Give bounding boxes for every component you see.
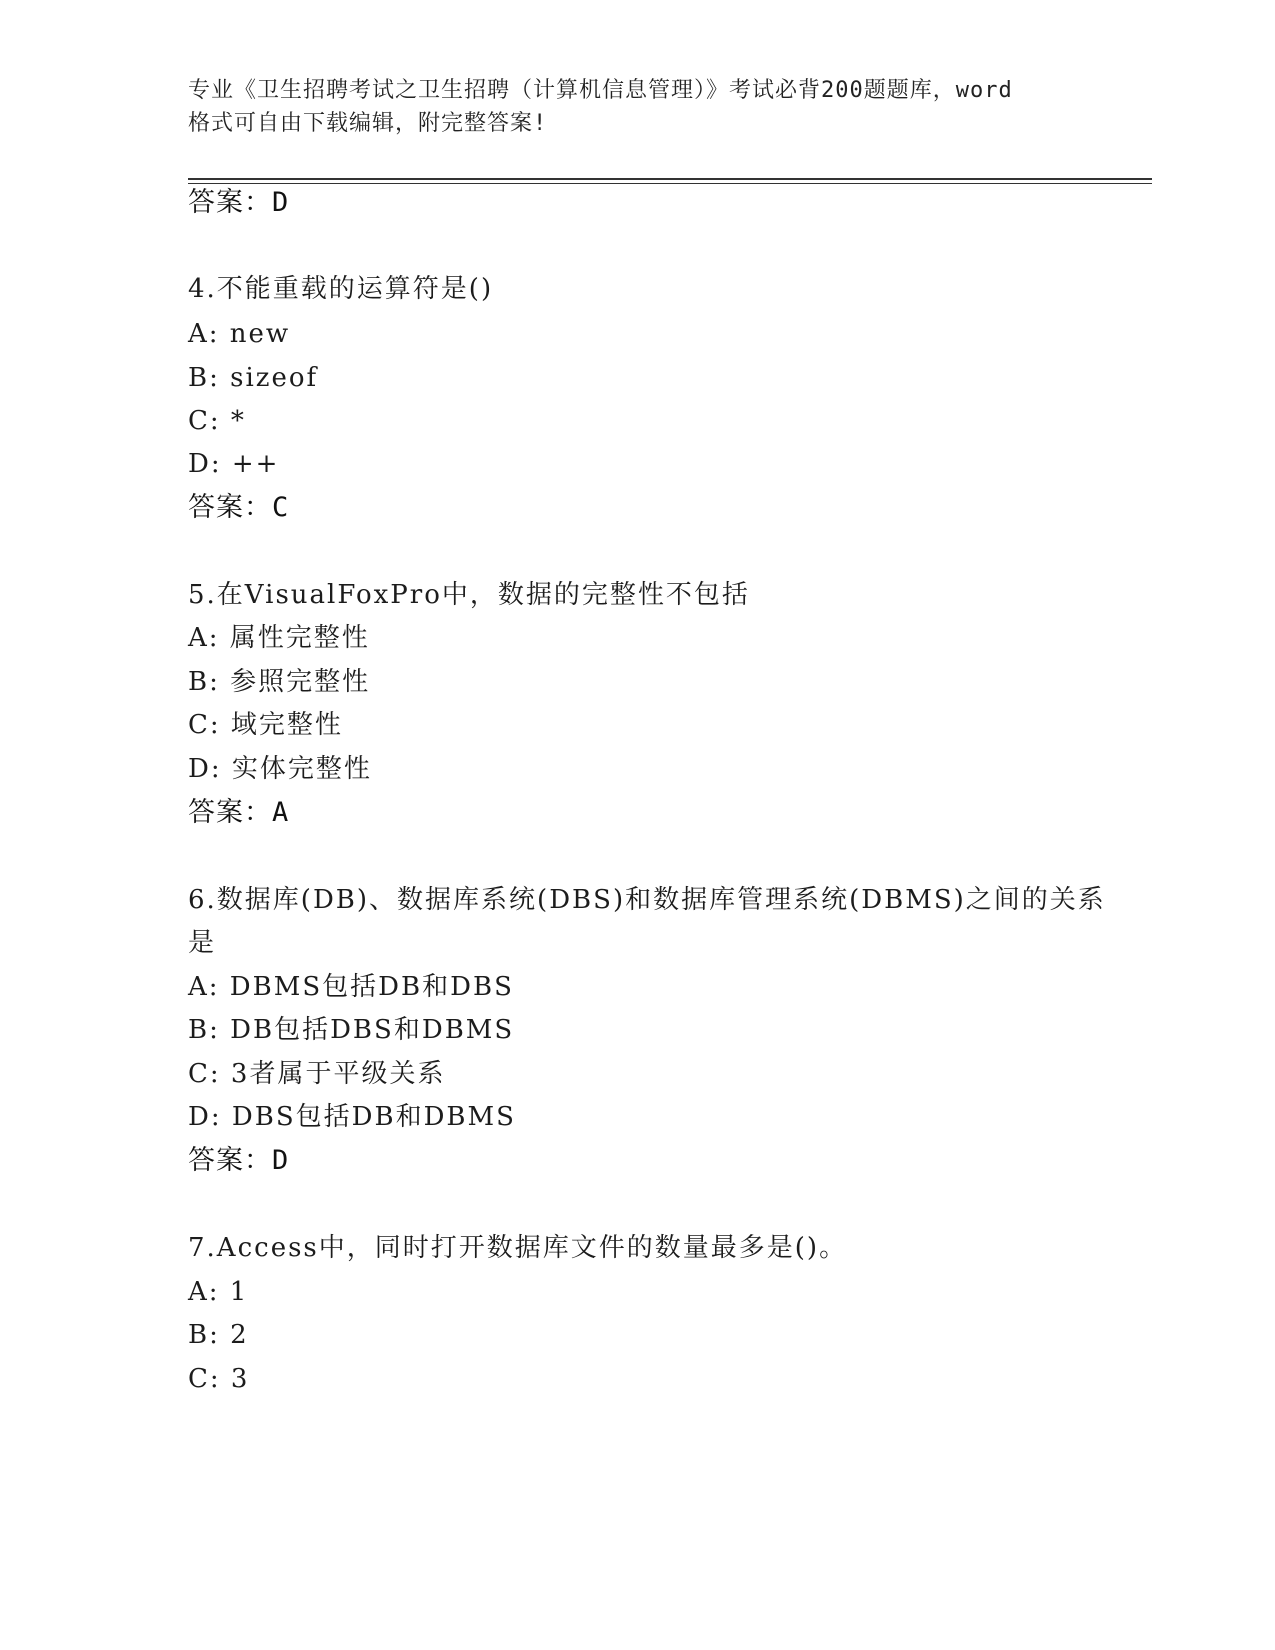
header-divider [188,178,1152,180]
q7-option-c: C: 3 [188,1364,250,1394]
q5-option-d: D: 实体完整性 [188,754,372,784]
q6-answer: 答案：D [188,1145,290,1176]
q6-option-c: C: 3者属于平级关系 [188,1059,446,1089]
q4-option-b: B: sizeof [188,363,319,393]
q6-option-a: A: DBMS包括DB和DBS [188,972,514,1002]
question-4: 4.不能重载的运算符是() [188,274,494,304]
q4-answer: 答案：C [188,492,290,523]
q4-option-a: A: new [188,319,291,349]
question-5: 5.在VisualFoxPro中，数据的完整性不包括 [188,580,750,610]
q5-option-b: B: 参照完整性 [188,667,371,697]
q7-option-a: A: 1 [188,1277,249,1307]
question-6-line-2: 是 [188,928,217,958]
question-7: 7.Access中，同时打开数据库文件的数量最多是()。 [188,1233,848,1263]
question-6-line-1: 6.数据库(DB)、数据库系统(DBS)和数据库管理系统(DBMS)之间的关系 [188,885,1106,915]
document-header [188,74,1088,140]
q6-option-b: B: DB包括DBS和DBMS [188,1015,515,1045]
q4-option-c: C: * [188,406,246,436]
header-line-1: 专业《卫生招聘考试之卫生招聘（计算机信息管理）》考试必背200题题库，word [188,78,1013,103]
answer-previous: 答案：D [188,187,290,218]
q5-option-c: C: 域完整性 [188,710,343,740]
q4-option-d: D: ++ [188,449,280,479]
q5-option-a: A: 属性完整性 [188,623,370,653]
q5-answer: 答案：A [188,797,290,828]
q6-option-d: D: DBS包括DB和DBMS [188,1102,516,1132]
header-divider-thin [188,183,1152,184]
q7-option-b: B: 2 [188,1320,249,1350]
header-line-2: 格式可自由下载编辑，附完整答案! [188,111,548,136]
